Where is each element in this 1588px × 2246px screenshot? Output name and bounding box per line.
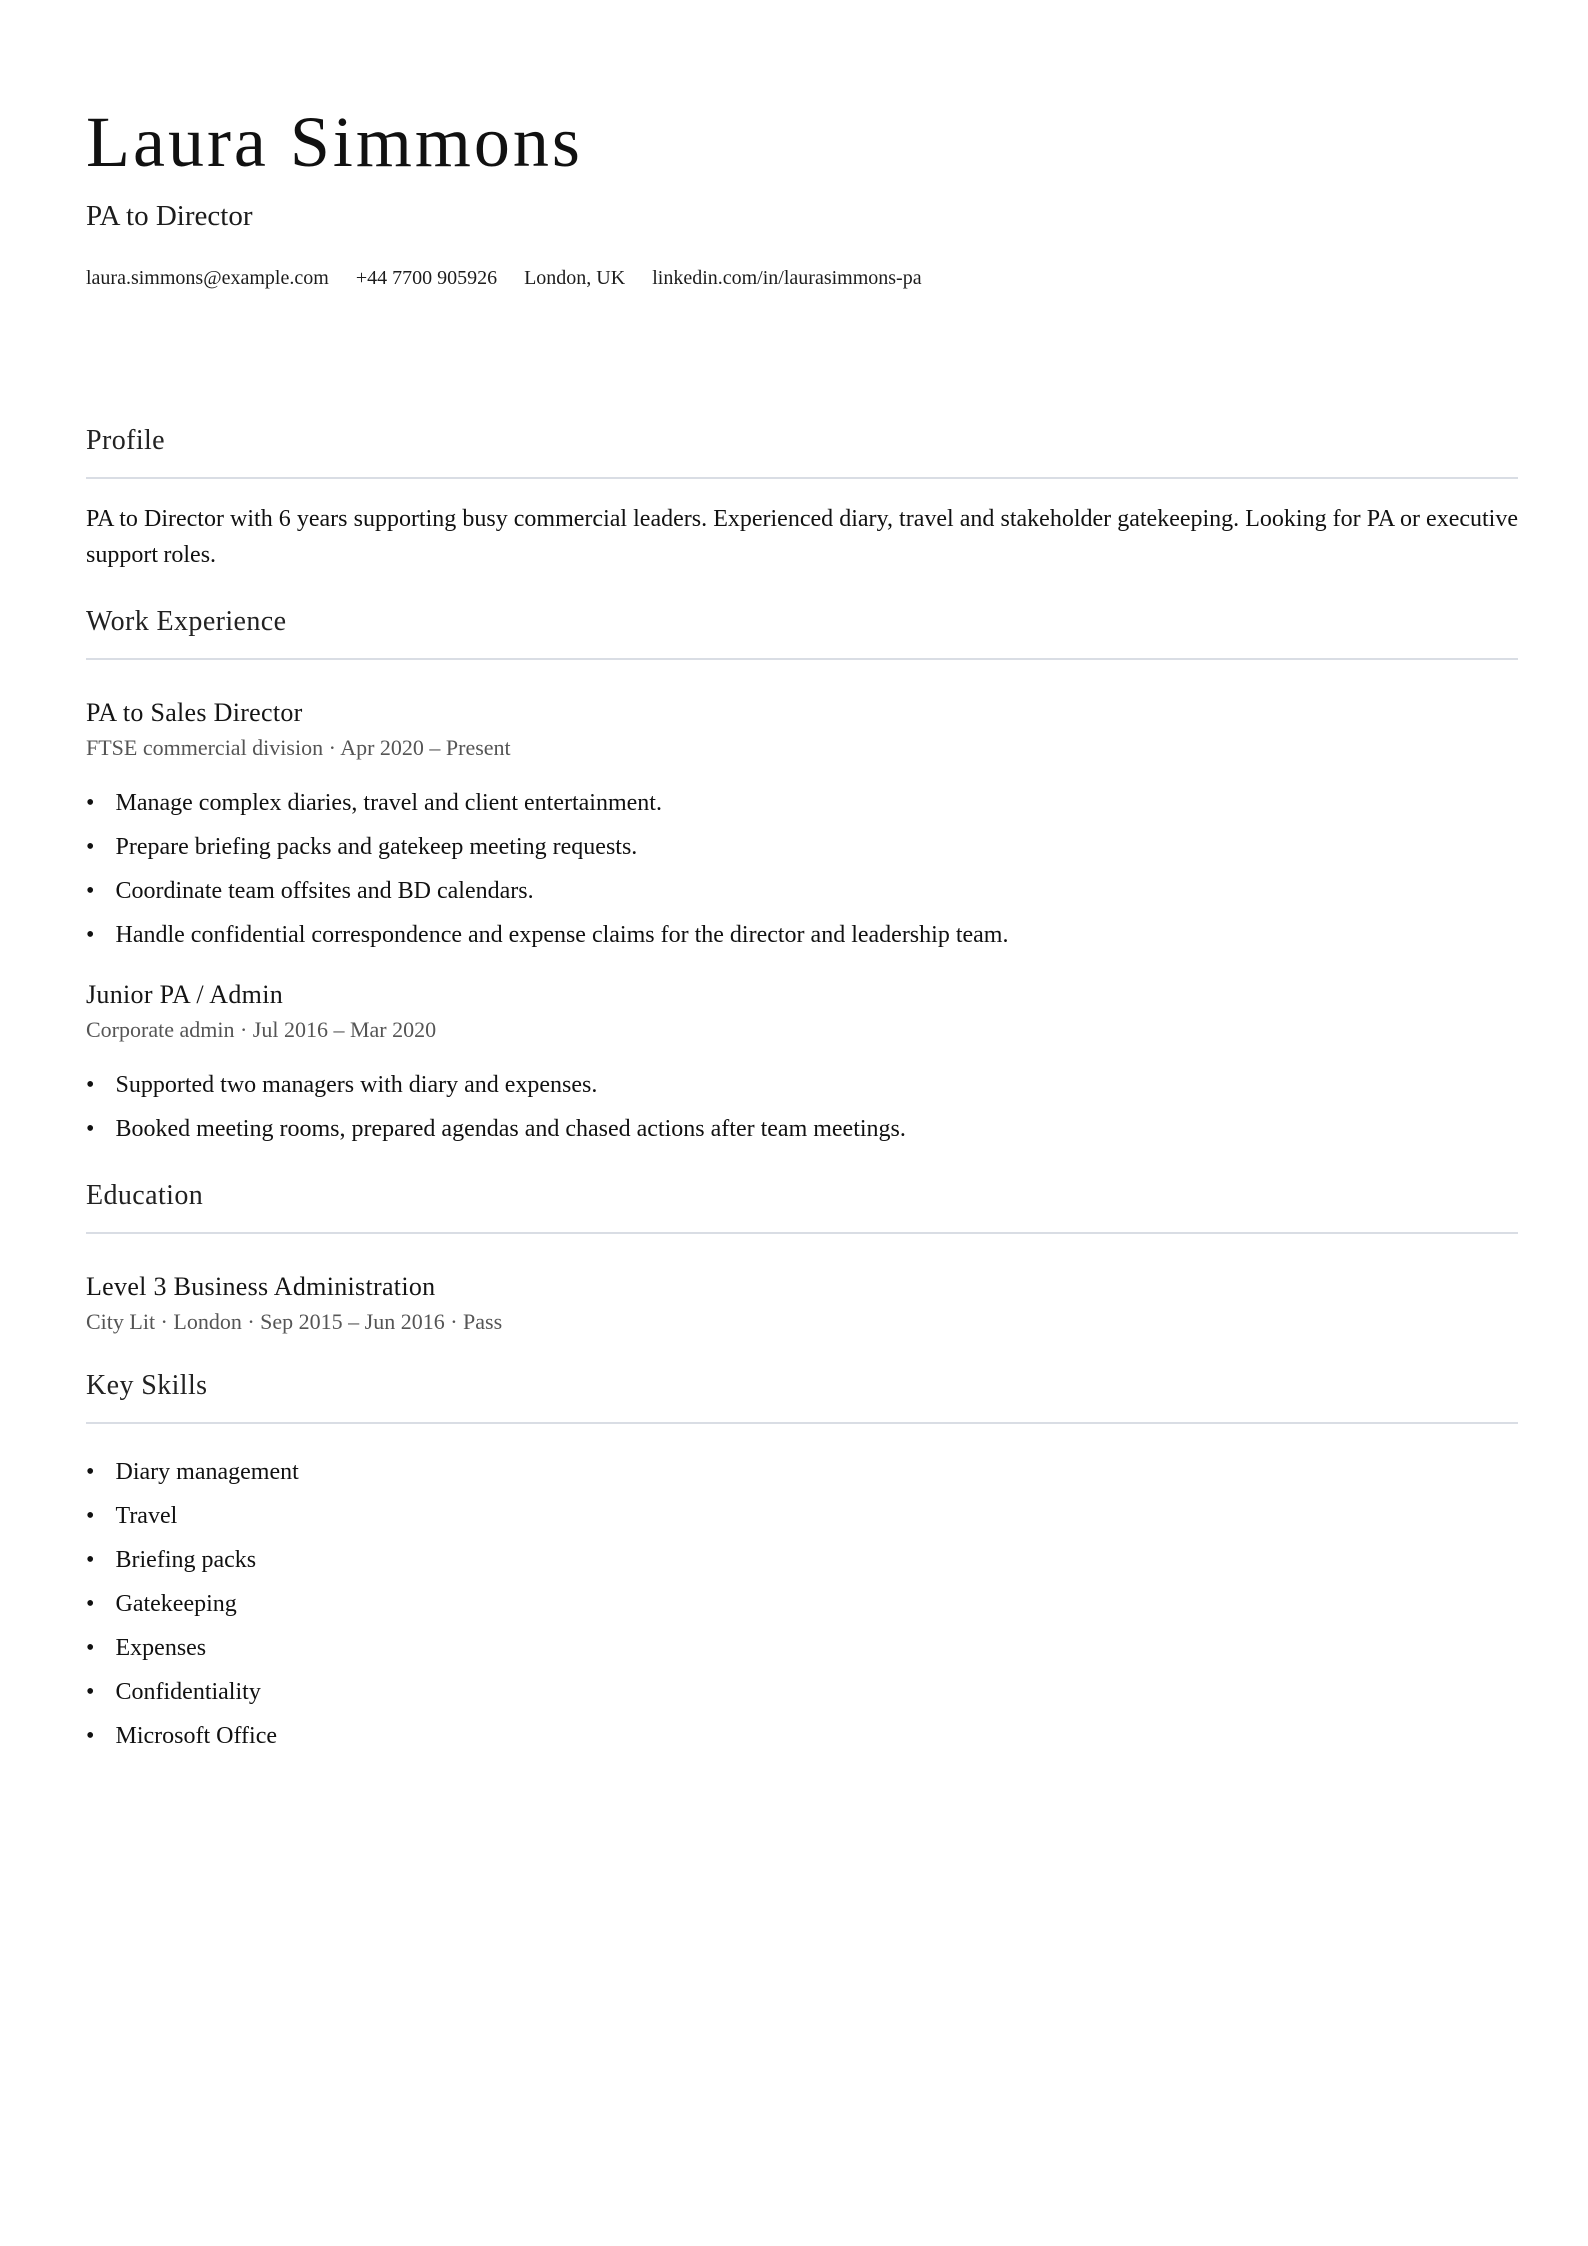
job-bullets <box>86 785 1518 953</box>
resume-header <box>86 102 1518 292</box>
skills-list <box>86 1454 1518 1754</box>
skill-item: • Expenses <box>86 1630 1518 1666</box>
job-bullet: • Coordinate team offsites and BD calendars. <box>86 873 1518 909</box>
job-bullet: • Supported two managers with diary and expenses. <box>86 1067 1518 1103</box>
skill-item: • Diary management <box>86 1454 1518 1490</box>
experience-heading: Work Experience <box>86 605 1518 660</box>
education-section <box>86 1179 1518 1337</box>
skill-item: • Travel <box>86 1498 1518 1534</box>
profile-summary: PA to Director with 6 years supporting busy commercial leaders. Experienced diary, travel and stakeholder gatekeeping. Looking for PA or executive support roles. <box>86 506 1518 568</box>
candidate-title: PA to Director <box>86 200 253 232</box>
skills-section <box>86 1369 1518 1754</box>
contact-email: laura.simmons@example.com <box>86 267 329 289</box>
job-bullet: • Handle confidential correspondence and expense claims for the director and leadership team. <box>86 917 1518 953</box>
education-meta: City Lit · London · Sep 2015 – Jun 2016 · Pass <box>86 1309 503 1334</box>
job-title: PA to Sales Director <box>86 698 303 727</box>
job-meta: FTSE commercial division · Apr 2020 – Present <box>86 735 511 760</box>
job-title: Junior PA / Admin <box>86 980 284 1009</box>
experience-section <box>86 605 1518 1147</box>
contact-line <box>86 264 1518 292</box>
education-heading: Education <box>86 1179 1518 1234</box>
job-entry <box>86 697 1518 953</box>
job-bullet: • Booked meeting rooms, prepared agendas and chased actions after team meetings. <box>86 1111 1518 1147</box>
job-meta: Corporate admin · Jul 2016 – Mar 2020 <box>86 1017 437 1042</box>
candidate-name: Laura Simmons <box>86 102 583 182</box>
skills-heading: Key Skills <box>86 1369 1518 1424</box>
job-entry <box>86 979 1518 1147</box>
education-title: Level 3 Business Administration <box>86 1272 436 1301</box>
job-bullets <box>86 1067 1518 1147</box>
skill-item: • Microsoft Office <box>86 1718 1518 1754</box>
profile-heading: Profile <box>86 424 1518 479</box>
contact-linkedin: linkedin.com/in/laurasimmons-pa <box>652 267 922 289</box>
contact-location: London, UK <box>524 267 626 289</box>
contact-phone: +44 7700 905926 <box>355 267 498 289</box>
job-bullet: • Manage complex diaries, travel and client entertainment. <box>86 785 1518 821</box>
education-entry <box>86 1271 1518 1337</box>
job-bullet: • Prepare briefing packs and gatekeep meeting requests. <box>86 829 1518 865</box>
skill-item: • Gatekeeping <box>86 1586 1518 1622</box>
skill-item: • Briefing packs <box>86 1542 1518 1578</box>
resume-content <box>86 102 1518 1754</box>
skill-item: • Confidentiality <box>86 1674 1518 1710</box>
profile-section <box>86 424 1518 573</box>
